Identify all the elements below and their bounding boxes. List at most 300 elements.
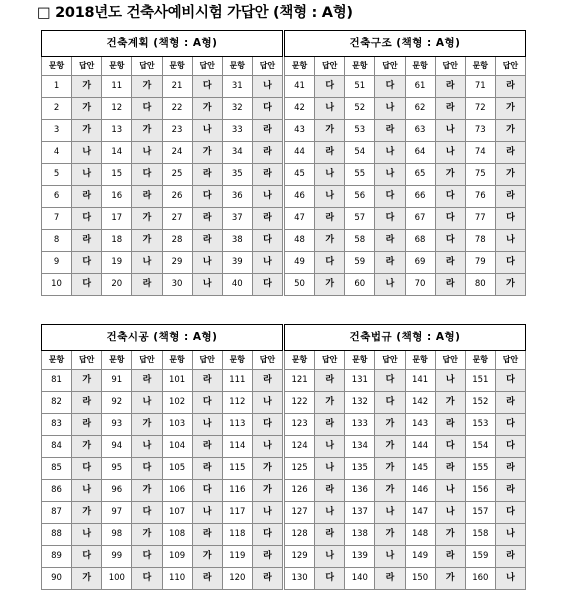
question-number: 151: [465, 370, 495, 392]
question-number: 62: [405, 98, 435, 120]
header-answer: 답안: [192, 57, 222, 76]
question-number: 117: [222, 502, 252, 524]
answer-cell: 라: [192, 164, 222, 186]
answer-cell: 다: [72, 458, 102, 480]
question-number: 96: [102, 480, 132, 502]
question-number: 97: [102, 502, 132, 524]
question-number: 39: [222, 252, 252, 274]
question-number: 152: [465, 392, 495, 414]
table-row: [285, 230, 526, 252]
header-question: 문항: [345, 351, 375, 370]
answer-cell: 가: [315, 274, 345, 296]
table-title: 건축법규 (책형 : A형): [285, 325, 526, 351]
question-number: 71: [465, 76, 495, 98]
answer-cell: 나: [375, 142, 405, 164]
question-number: 118: [222, 524, 252, 546]
table-row: [285, 120, 526, 142]
answer-cell: 나: [375, 98, 405, 120]
question-number: 136: [345, 480, 375, 502]
header-answer: 답안: [495, 57, 525, 76]
question-number: 128: [285, 524, 315, 546]
answer-cell: 라: [495, 392, 525, 414]
answer-cell: 나: [435, 120, 465, 142]
question-number: 95: [102, 458, 132, 480]
answer-cell: 나: [252, 252, 282, 274]
question-number: 94: [102, 436, 132, 458]
answer-cell: 라: [495, 142, 525, 164]
answer-cell: 다: [495, 252, 525, 274]
answer-cell: 다: [435, 230, 465, 252]
answer-cell: 라: [132, 186, 162, 208]
header-answer: 답안: [132, 351, 162, 370]
question-number: 100: [102, 568, 132, 590]
question-number: 40: [222, 274, 252, 296]
header-question: 문항: [465, 351, 495, 370]
question-number: 78: [465, 230, 495, 252]
question-number: 20: [102, 274, 132, 296]
answer-cell: 나: [192, 120, 222, 142]
header-question: 문항: [222, 351, 252, 370]
answer-cell: 나: [435, 502, 465, 524]
answer-cell: 가: [495, 164, 525, 186]
answer-cell: 가: [495, 274, 525, 296]
question-number: 36: [222, 186, 252, 208]
answer-cell: 라: [252, 568, 282, 590]
answer-cell: 다: [132, 98, 162, 120]
answer-cell: 나: [132, 142, 162, 164]
question-number: 89: [42, 546, 72, 568]
question-number: 66: [405, 186, 435, 208]
answer-cell: 나: [252, 502, 282, 524]
answer-cell: 나: [315, 98, 345, 120]
answer-table-construction: [41, 324, 283, 590]
question-number: 65: [405, 164, 435, 186]
answer-cell: 라: [435, 98, 465, 120]
question-number: 132: [345, 392, 375, 414]
answer-cell: 다: [435, 208, 465, 230]
answer-cell: 가: [495, 120, 525, 142]
table-row: [42, 502, 283, 524]
question-number: 125: [285, 458, 315, 480]
answer-cell: 라: [495, 458, 525, 480]
answer-cell: 라: [252, 546, 282, 568]
answer-cell: 라: [192, 568, 222, 590]
table-row: [42, 76, 283, 98]
table-row: [42, 392, 283, 414]
table-row: [42, 568, 283, 590]
question-number: 31: [222, 76, 252, 98]
answer-cell: 가: [72, 502, 102, 524]
answer-cell: 다: [375, 370, 405, 392]
answer-cell: 가: [435, 164, 465, 186]
answer-cell: 라: [132, 370, 162, 392]
header-question: 문항: [465, 57, 495, 76]
answer-cell: 나: [375, 546, 405, 568]
answer-cell: 나: [252, 76, 282, 98]
header-answer: 답안: [132, 57, 162, 76]
table-row: [42, 274, 283, 296]
answer-cell: 다: [435, 436, 465, 458]
header-question: 문항: [162, 351, 192, 370]
question-number: 61: [405, 76, 435, 98]
question-number: 158: [465, 524, 495, 546]
answer-cell: 라: [315, 208, 345, 230]
question-number: 98: [102, 524, 132, 546]
answer-cell: 가: [72, 568, 102, 590]
table-row: [42, 480, 283, 502]
question-number: 124: [285, 436, 315, 458]
question-number: 11: [102, 76, 132, 98]
answer-cell: 가: [495, 98, 525, 120]
answer-cell: 다: [132, 546, 162, 568]
header-question: 문항: [42, 351, 72, 370]
answer-cell: 라: [132, 274, 162, 296]
question-number: 147: [405, 502, 435, 524]
question-number: 116: [222, 480, 252, 502]
header-answer: 답안: [495, 351, 525, 370]
question-number: 38: [222, 230, 252, 252]
question-number: 57: [345, 208, 375, 230]
question-number: 47: [285, 208, 315, 230]
question-number: 72: [465, 98, 495, 120]
question-number: 73: [465, 120, 495, 142]
question-number: 133: [345, 414, 375, 436]
question-number: 44: [285, 142, 315, 164]
question-number: 138: [345, 524, 375, 546]
answer-cell: 라: [495, 546, 525, 568]
answer-cell: 다: [252, 230, 282, 252]
answer-cell: 나: [192, 252, 222, 274]
answer-cell: 가: [132, 414, 162, 436]
question-number: 119: [222, 546, 252, 568]
header-question: 문항: [102, 57, 132, 76]
question-number: 135: [345, 458, 375, 480]
question-number: 37: [222, 208, 252, 230]
answer-cell: 가: [72, 436, 102, 458]
table-row: [285, 76, 526, 98]
answer-cell: 다: [375, 76, 405, 98]
answer-cell: 가: [132, 524, 162, 546]
answer-cell: 나: [495, 524, 525, 546]
answer-cell: 나: [72, 164, 102, 186]
question-number: 126: [285, 480, 315, 502]
question-number: 54: [345, 142, 375, 164]
header-answer: 답안: [252, 351, 282, 370]
question-number: 143: [405, 414, 435, 436]
header-question: 문항: [162, 57, 192, 76]
answer-cell: 다: [72, 546, 102, 568]
answer-cell: 가: [192, 546, 222, 568]
question-number: 91: [102, 370, 132, 392]
question-number: 19: [102, 252, 132, 274]
question-number: 93: [102, 414, 132, 436]
answer-cell: 다: [252, 274, 282, 296]
answer-cell: 나: [132, 392, 162, 414]
answer-cell: 가: [132, 120, 162, 142]
question-number: 17: [102, 208, 132, 230]
table-row: [42, 414, 283, 436]
question-number: 86: [42, 480, 72, 502]
answer-cell: 가: [315, 230, 345, 252]
question-number: 134: [345, 436, 375, 458]
table-title: 건축시공 (책형 : A형): [42, 325, 283, 351]
table-title: 건축계획 (책형 : A형): [42, 31, 283, 57]
question-number: 123: [285, 414, 315, 436]
question-number: 33: [222, 120, 252, 142]
answer-cell: 나: [315, 502, 345, 524]
answer-cell: 나: [375, 164, 405, 186]
header-question: 문항: [102, 351, 132, 370]
question-number: 75: [465, 164, 495, 186]
question-number: 88: [42, 524, 72, 546]
question-number: 1: [42, 76, 72, 98]
answer-cell: 라: [192, 458, 222, 480]
answer-cell: 나: [72, 480, 102, 502]
answer-table-architectural-planning: [41, 30, 283, 296]
table-title: 건축구조 (책형 : A형): [285, 31, 526, 57]
question-number: 13: [102, 120, 132, 142]
question-number: 146: [405, 480, 435, 502]
answer-cell: 다: [132, 502, 162, 524]
answer-cell: 라: [72, 230, 102, 252]
question-number: 137: [345, 502, 375, 524]
answer-cell: 라: [495, 186, 525, 208]
question-number: 79: [465, 252, 495, 274]
question-number: 52: [345, 98, 375, 120]
answer-cell: 라: [435, 458, 465, 480]
question-number: 131: [345, 370, 375, 392]
table-row: [285, 414, 526, 436]
page-title: □ 2018년도 건축사예비시험 가답안 (책형 : A형): [37, 5, 353, 21]
answer-cell: 다: [435, 186, 465, 208]
header-answer: 답안: [315, 57, 345, 76]
question-number: 139: [345, 546, 375, 568]
answer-cell: 가: [132, 76, 162, 98]
question-number: 4: [42, 142, 72, 164]
answer-cell: 나: [132, 436, 162, 458]
table-row: [42, 208, 283, 230]
question-number: 76: [465, 186, 495, 208]
answer-cell: 가: [252, 458, 282, 480]
answer-cell: 나: [375, 274, 405, 296]
answer-cell: 가: [375, 458, 405, 480]
header-question: 문항: [405, 351, 435, 370]
answer-cell: 가: [132, 480, 162, 502]
question-number: 122: [285, 392, 315, 414]
question-number: 43: [285, 120, 315, 142]
answer-cell: 다: [495, 370, 525, 392]
table-row: [285, 568, 526, 590]
table-row: [42, 186, 283, 208]
answer-cell: 가: [252, 480, 282, 502]
answer-cell: 가: [72, 370, 102, 392]
question-number: 7: [42, 208, 72, 230]
question-number: 80: [465, 274, 495, 296]
table-row: [42, 230, 283, 252]
table-row: [42, 546, 283, 568]
header-question: 문항: [42, 57, 72, 76]
answer-cell: 다: [252, 98, 282, 120]
table-row: [285, 392, 526, 414]
table-row: [42, 524, 283, 546]
answer-cell: 나: [192, 502, 222, 524]
header-question: 문항: [285, 351, 315, 370]
question-number: 16: [102, 186, 132, 208]
answer-cell: 다: [375, 186, 405, 208]
answer-cell: 다: [375, 208, 405, 230]
question-number: 6: [42, 186, 72, 208]
question-number: 69: [405, 252, 435, 274]
question-number: 153: [465, 414, 495, 436]
question-number: 81: [42, 370, 72, 392]
table-row: [285, 436, 526, 458]
table-row: [285, 370, 526, 392]
question-number: 155: [465, 458, 495, 480]
header-answer: 답안: [375, 57, 405, 76]
question-number: 140: [345, 568, 375, 590]
answer-cell: 다: [315, 76, 345, 98]
question-number: 83: [42, 414, 72, 436]
answer-cell: 다: [132, 164, 162, 186]
answer-cell: 다: [192, 480, 222, 502]
question-number: 121: [285, 370, 315, 392]
answer-cell: 라: [72, 186, 102, 208]
answer-cell: 나: [252, 436, 282, 458]
question-number: 5: [42, 164, 72, 186]
question-number: 28: [162, 230, 192, 252]
header-answer: 답안: [72, 57, 102, 76]
question-number: 26: [162, 186, 192, 208]
question-number: 41: [285, 76, 315, 98]
answer-cell: 다: [315, 568, 345, 590]
answer-cell: 나: [375, 502, 405, 524]
header-answer: 답안: [435, 351, 465, 370]
answer-cell: 나: [315, 546, 345, 568]
answer-cell: 라: [252, 164, 282, 186]
answer-cell: 다: [192, 186, 222, 208]
table-row: [42, 370, 283, 392]
answer-cell: 라: [435, 414, 465, 436]
answer-cell: 나: [435, 370, 465, 392]
question-number: 105: [162, 458, 192, 480]
table-row: [285, 524, 526, 546]
question-number: 141: [405, 370, 435, 392]
question-number: 32: [222, 98, 252, 120]
answer-cell: 가: [192, 98, 222, 120]
question-number: 145: [405, 458, 435, 480]
question-number: 127: [285, 502, 315, 524]
question-number: 149: [405, 546, 435, 568]
question-number: 42: [285, 98, 315, 120]
answer-cell: 라: [72, 414, 102, 436]
answer-cell: 라: [252, 208, 282, 230]
answer-cell: 다: [72, 252, 102, 274]
question-number: 53: [345, 120, 375, 142]
header-answer: 답안: [72, 351, 102, 370]
question-number: 9: [42, 252, 72, 274]
question-number: 27: [162, 208, 192, 230]
answer-cell: 라: [315, 524, 345, 546]
table-row: [42, 252, 283, 274]
table-row: [285, 208, 526, 230]
answer-cell: 나: [72, 524, 102, 546]
question-number: 12: [102, 98, 132, 120]
answer-cell: 라: [315, 480, 345, 502]
question-number: 24: [162, 142, 192, 164]
answer-cell: 나: [495, 568, 525, 590]
answer-cell: 나: [435, 142, 465, 164]
question-number: 10: [42, 274, 72, 296]
answer-table-building-law: [284, 324, 526, 590]
header-answer: 답안: [375, 351, 405, 370]
answer-cell: 다: [132, 568, 162, 590]
answer-cell: 다: [495, 208, 525, 230]
table-row: [285, 458, 526, 480]
question-number: 74: [465, 142, 495, 164]
answer-cell: 가: [315, 392, 345, 414]
answer-cell: 나: [252, 392, 282, 414]
answer-cell: 가: [435, 392, 465, 414]
table-row: [285, 142, 526, 164]
answer-cell: 나: [132, 252, 162, 274]
answer-cell: 가: [375, 480, 405, 502]
answer-cell: 라: [192, 370, 222, 392]
table-row: [42, 120, 283, 142]
table-row: [42, 164, 283, 186]
question-number: 113: [222, 414, 252, 436]
answer-cell: 다: [495, 414, 525, 436]
question-number: 111: [222, 370, 252, 392]
table-row: [42, 436, 283, 458]
header-answer: 답안: [252, 57, 282, 76]
question-number: 92: [102, 392, 132, 414]
table-row: [285, 274, 526, 296]
answer-cell: 나: [72, 142, 102, 164]
answer-cell: 라: [495, 76, 525, 98]
answer-cell: 다: [72, 208, 102, 230]
answer-cell: 가: [315, 120, 345, 142]
answer-cell: 다: [495, 436, 525, 458]
answer-cell: 라: [375, 120, 405, 142]
question-number: 102: [162, 392, 192, 414]
header-question: 문항: [222, 57, 252, 76]
answer-cell: 다: [375, 392, 405, 414]
answer-cell: 라: [315, 142, 345, 164]
question-number: 110: [162, 568, 192, 590]
question-number: 144: [405, 436, 435, 458]
question-number: 70: [405, 274, 435, 296]
answer-cell: 라: [192, 524, 222, 546]
question-number: 154: [465, 436, 495, 458]
answer-cell: 가: [375, 414, 405, 436]
answer-cell: 라: [435, 546, 465, 568]
question-number: 55: [345, 164, 375, 186]
question-number: 159: [465, 546, 495, 568]
question-number: 29: [162, 252, 192, 274]
header-answer: 답안: [192, 351, 222, 370]
question-number: 58: [345, 230, 375, 252]
table-row: [285, 186, 526, 208]
question-number: 25: [162, 164, 192, 186]
question-number: 34: [222, 142, 252, 164]
question-number: 107: [162, 502, 192, 524]
question-number: 129: [285, 546, 315, 568]
question-number: 82: [42, 392, 72, 414]
table-row: [285, 546, 526, 568]
answer-cell: 라: [315, 370, 345, 392]
table-row: [285, 98, 526, 120]
answer-cell: 가: [132, 230, 162, 252]
